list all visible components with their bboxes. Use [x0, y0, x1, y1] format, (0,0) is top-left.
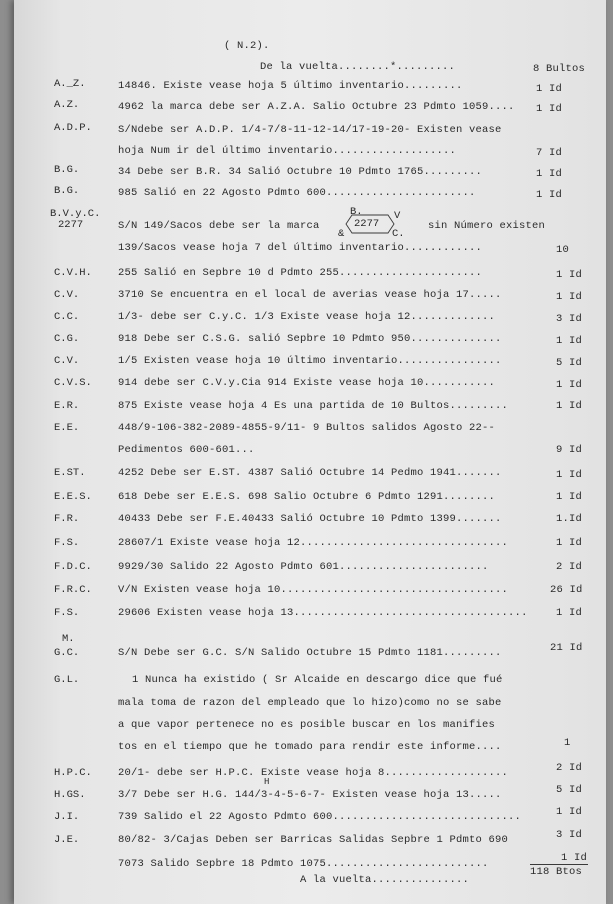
entry-qty: 5 Id	[556, 784, 583, 796]
entry-qty: 1 Id	[536, 168, 563, 180]
entry-qty: 7 Id	[536, 147, 563, 159]
entry-mark: M.	[62, 633, 75, 645]
entry-qty: 1 Id	[536, 189, 563, 201]
entry-mark: E.ST.	[54, 467, 86, 479]
entry-mark: H.P.C.	[54, 767, 92, 779]
entry-qty: 10	[556, 244, 570, 256]
brand-mark-lines	[332, 206, 432, 240]
entry-text: 7073 Salido Sepbre 18 Pdmto 1075.........................	[118, 858, 489, 870]
entry-text: 9929/30 Salido 22 Agosto Pdmto 601.......................	[118, 561, 489, 573]
entry-mark: A._Z.	[54, 78, 86, 90]
brand-mark	[332, 206, 432, 240]
brand-mark-right-bottom: C.	[392, 228, 405, 240]
entry-text: 918 Debe ser C.S.G. salió Sepbre 10 Pdmto 950..............	[118, 333, 502, 345]
carry-out-label: A la vuelta...............	[300, 874, 470, 886]
entry-qty: 1 Id	[556, 469, 583, 481]
entry-qty: 26 Id	[550, 584, 583, 596]
entry-text: sin Número existen	[428, 220, 546, 232]
interlinear-note: H	[264, 777, 270, 787]
entry-qty: 1 Id	[556, 335, 583, 347]
entry-mark: F.D.C.	[54, 561, 92, 573]
entry-mark: A.Z.	[54, 99, 80, 111]
entry-text: 4962 la marca debe ser A.Z.A. Salio Octubre 23 Pdmto 1059....	[118, 101, 515, 113]
entry-mark: G.L.	[54, 674, 80, 686]
entry-text: Pedimentos 600-601...	[118, 444, 255, 456]
entry-qty: 1 Id	[556, 491, 583, 503]
entry-text: 29606 Existen vease hoja 13....................................	[118, 607, 528, 619]
entry-mark: C.V.	[54, 355, 80, 367]
entry-mark: B.G.	[54, 185, 80, 197]
entry-text: 3710 Se encuentra en el local de averias vease hoja 17.....	[118, 289, 502, 301]
entry-text: 40433 Debe ser F.E.40433 Salió Octubre 10 Pdmto 1399.......	[118, 513, 502, 525]
entry-text: V/N Existen vease hoja 10...................................	[118, 584, 509, 596]
entry-qty: 1 Id	[561, 852, 588, 864]
entry-qty: 2 Id	[556, 561, 583, 573]
entry-qty: 5 Id	[556, 357, 583, 369]
entry-qty: 1 Id	[536, 103, 563, 115]
entry-text: 255 Salió en Sepbre 10 d Pdmto 255......................	[118, 267, 483, 279]
carry-in-label: De la vuelta........*.........	[260, 61, 456, 73]
entry-mark: C.C.	[54, 311, 80, 323]
entry-text: 139/Sacos vease hoja 7 del último inventario............	[118, 242, 483, 254]
entry-text: S/N Debe ser G.C. S/N Salido Octubre 15 Pdmto 1181.........	[118, 647, 502, 659]
entry-text: 4252 Debe ser E.ST. 4387 Salió Octubre 14 Pedmo 1941.......	[118, 467, 502, 479]
brand-mark-top: B.	[350, 206, 363, 218]
entry-text: 20/1- debe ser H.P.C. Existe vease hoja 8...................	[118, 767, 509, 779]
entry-qty: 2 Id	[556, 762, 583, 774]
carry-in-value: 8 Bultos	[533, 63, 586, 75]
entry-text: 1/3- debe ser C.y.C. 1/3 Existe vease hoja 12.............	[118, 311, 496, 323]
entry-text: 914 debe ser C.V.y.Cia 914 Existe vease hoja 10...........	[118, 377, 496, 389]
entry-qty: 1 Id	[556, 291, 583, 303]
entry-text: 618 Debe ser E.E.S. 698 Salio Octubre 6 Pdmto 1291........	[118, 491, 496, 503]
entry-mark: F.S.	[54, 537, 80, 549]
entry-text: 1/5 Existen vease hoja 10 último inventario................	[118, 355, 502, 367]
entry-qty: 1.Id	[556, 513, 583, 525]
entry-qty: 9 Id	[556, 444, 583, 456]
entry-text: a que vapor pertenece no es posible buscar en los manifies	[118, 719, 496, 731]
entry-text: 875 Existe vease hoja 4 Es una partida de 10 Bultos.........	[118, 400, 509, 412]
entry-text: 34 Debe ser B.R. 34 Salió Octubre 10 Pdmto 1765.........	[118, 166, 483, 178]
entry-mark: C.V.H.	[54, 267, 92, 279]
brand-mark-bottom-left: &	[338, 228, 345, 240]
entry-mark: A.D.P.	[54, 122, 92, 134]
entry-text: 985 Salió en 22 Agosto Pdmto 600.......................	[118, 187, 476, 199]
sum-rule	[530, 864, 588, 865]
entry-text: 739 Salido el 22 Agosto Pdmto 600.............................	[118, 811, 522, 823]
entry-mark: B.G.	[54, 164, 80, 176]
entry-mark: H.GS.	[54, 789, 86, 801]
entry-mark: 2277	[58, 219, 84, 231]
brand-mark-right-top: V	[394, 210, 401, 222]
entry-text: tos en el tiempo que he tomado para rendir este informe....	[118, 741, 502, 753]
entry-mark: F.R.	[54, 513, 80, 525]
entry-qty: 1 Id	[556, 269, 583, 281]
entry-mark: J.I.	[54, 811, 80, 823]
entry-text: S/N 149/Sacos debe ser la marca	[118, 220, 320, 232]
page-number: ( N.2).	[224, 40, 270, 52]
entry-qty: 21 Id	[550, 642, 583, 654]
entry-mark: F.S.	[54, 607, 80, 619]
entry-qty: 1 Id	[556, 537, 583, 549]
entry-qty: 1 Id	[536, 83, 563, 95]
entry-text: 1 Nunca ha existido ( Sr Alcaide en descargo dice que fué	[132, 674, 503, 686]
entry-text: 28607/1 Existe vease hoja 12................................	[118, 537, 509, 549]
brand-mark-middle: 2277	[354, 218, 380, 230]
entry-mark: B.V.y.C.	[50, 208, 101, 220]
entry-qty: 1 Id	[556, 806, 583, 818]
entry-text: hoja Num ir del último inventario...................	[118, 145, 457, 157]
entry-mark: G.C.	[54, 647, 80, 659]
entry-qty: 1	[564, 737, 571, 749]
entry-text: 14846. Existe vease hoja 5 último inventario.........	[118, 80, 463, 92]
entry-text: 80/82- 3/Cajas Deben ser Barricas Salidas Sepbre 1 Pdmto 690	[118, 834, 509, 846]
entry-mark: C.G.	[54, 333, 80, 345]
entry-mark: E.E.	[54, 422, 80, 434]
entry-mark: E.E.S.	[54, 491, 92, 503]
entry-text: S/Ndebe ser A.D.P. 1/4-7/8-11-12-14/17-19-20- Existen vease	[118, 124, 502, 136]
entry-qty: 1 Id	[556, 400, 583, 412]
entry-qty: 1 Id	[556, 379, 583, 391]
entry-text: 448/9-106-382-2089-4855-9/11- 9 Bultos salidos Agosto 22--	[118, 422, 496, 434]
entry-mark: E.R.	[54, 400, 80, 412]
entry-qty: 3 Id	[556, 313, 583, 325]
entry-mark: C.V.	[54, 289, 80, 301]
entry-mark: J.E.	[54, 834, 80, 846]
entry-text: 3/7 Debe ser H.G. 144/3-4-5-6-7- Existen vease hoja 13.....	[118, 789, 502, 801]
entry-text: mala toma de razon del empleado que lo hizo)como no se sabe	[118, 697, 502, 709]
entry-mark: F.R.C.	[54, 584, 92, 596]
document-sheet	[14, 0, 606, 904]
entry-qty: 1 Id	[556, 607, 583, 619]
carry-out-value: 118 Btos	[530, 866, 583, 878]
entry-qty: 3 Id	[556, 829, 583, 841]
entry-mark: C.V.S.	[54, 377, 92, 389]
